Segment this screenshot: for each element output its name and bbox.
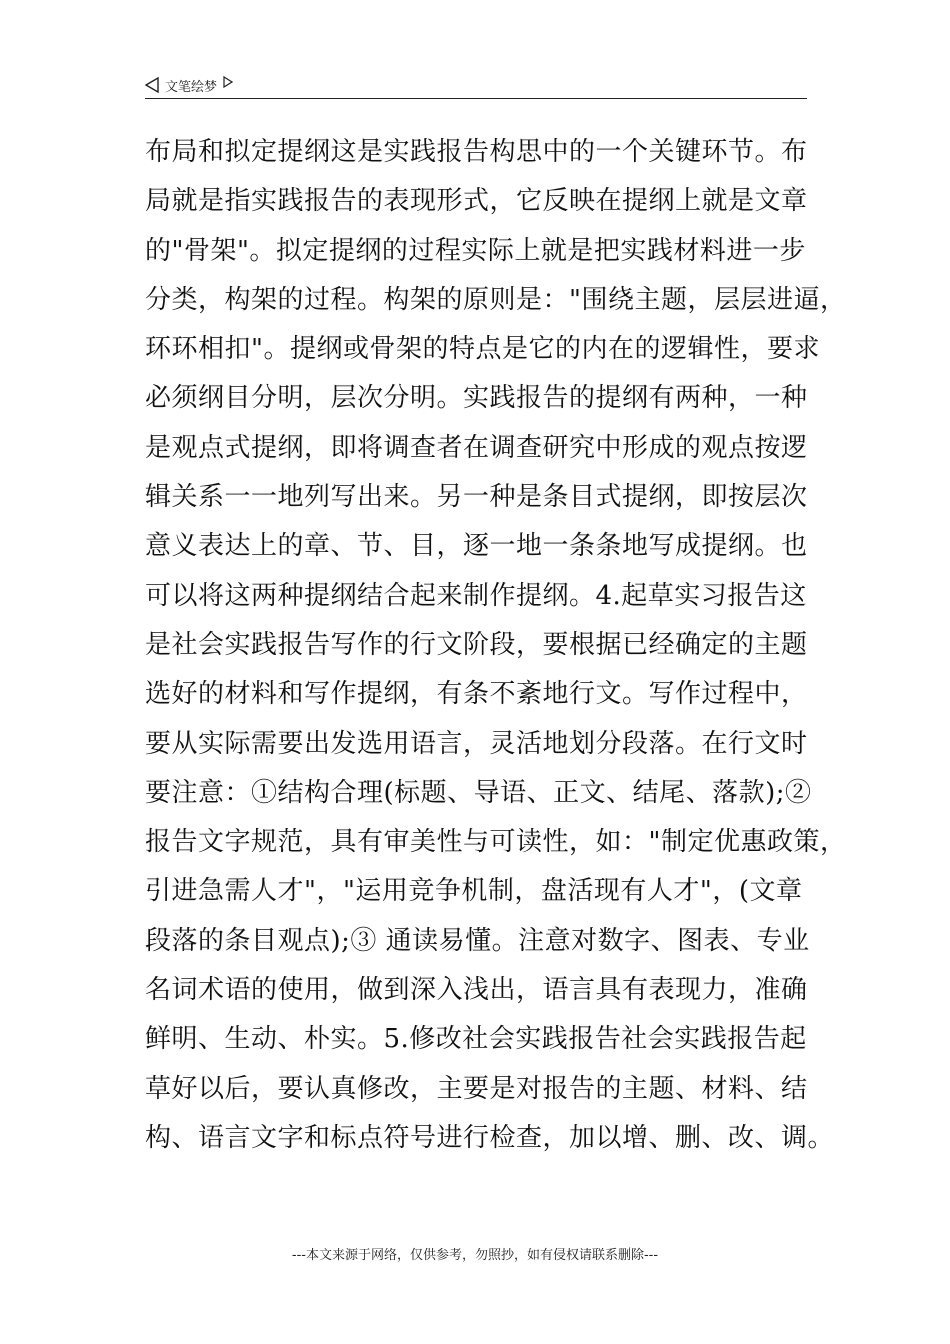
text-line: 辑关系一一地列写出来。另一种是条目式提纲，即按层次 [145,482,808,513]
right-triangle-icon [223,76,233,88]
text-line: 必须纲目分明，层次分明。实践报告的提纲有两种，一种 [145,383,808,414]
text-line: 草好以后，要认真修改，主要是对报告的主题、材料、结 [145,1073,808,1104]
text-line: 环环相扣"。提纲或骨架的特点是它的内在的逻辑性，要求 [145,334,820,365]
page-header [145,72,807,99]
body-text [145,128,847,1163]
text-line: 段落的条目观点);③ 通读易懂。注意对数字、图表、专业 [145,925,810,956]
text-line: 布局和拟定提纲这是实践报告构思中的一个关键环节。布 [145,137,808,167]
header-brand [145,74,233,96]
text-line: 要从实际需要出发选用语言，灵活地划分段落。在行文时 [145,728,808,759]
text-line: 构、语言文字和标点符号进行检查，加以增、删、改、调。 [145,1122,835,1153]
text-line: 意义表达上的章、节、目，逐一地一条条地写成提纲。也 [145,531,808,562]
text-line: 名词术语的使用，做到深入浅出，语言具有表现力，准确 [145,975,808,1006]
text-line: 局就是指实践报告的表现形式，它反映在提纲上就是文章 [145,186,808,217]
text-line: 是社会实践报告写作的行文阶段，要根据已经确定的主题 [145,629,808,660]
text-line: 分类，构架的过程。构架的原则是："围绕主题，层层进逼， [145,284,847,315]
text-line: 鲜明、生动、朴实。5.修改社会实践报告社会实践报告起 [145,1024,807,1055]
text-line: 选好的材料和写作提纲，有条不紊地行文。写作过程中， [145,679,808,710]
text-line: 引进急需人才"，"运用竞争机制，盘活现有人才"，(文章 [145,876,803,907]
text-line: 的"骨架"。拟定提纲的过程实际上就是把实践材料进一步 [145,235,806,266]
text-line: 要注意：①结构合理(标题、导语、正文、结尾、落款);② [145,777,812,808]
header-title: 文笔绘梦 [165,79,218,95]
text-line: 可以将这两种提纲结合起来制作提纲。4.起草实习报告这 [145,580,807,611]
text-line: 是观点式提纲，即将调查者在调查研究中形成的观点按逻 [145,432,808,463]
page-footer: ---本文来源于网络，仅供参考，勿照抄，如有侵权请联系删除--- [291,1248,659,1263]
left-triangle-icon [145,77,159,93]
text-line: 报告文字规范，具有审美性与可读性，如："制定优惠政策， [145,827,847,858]
